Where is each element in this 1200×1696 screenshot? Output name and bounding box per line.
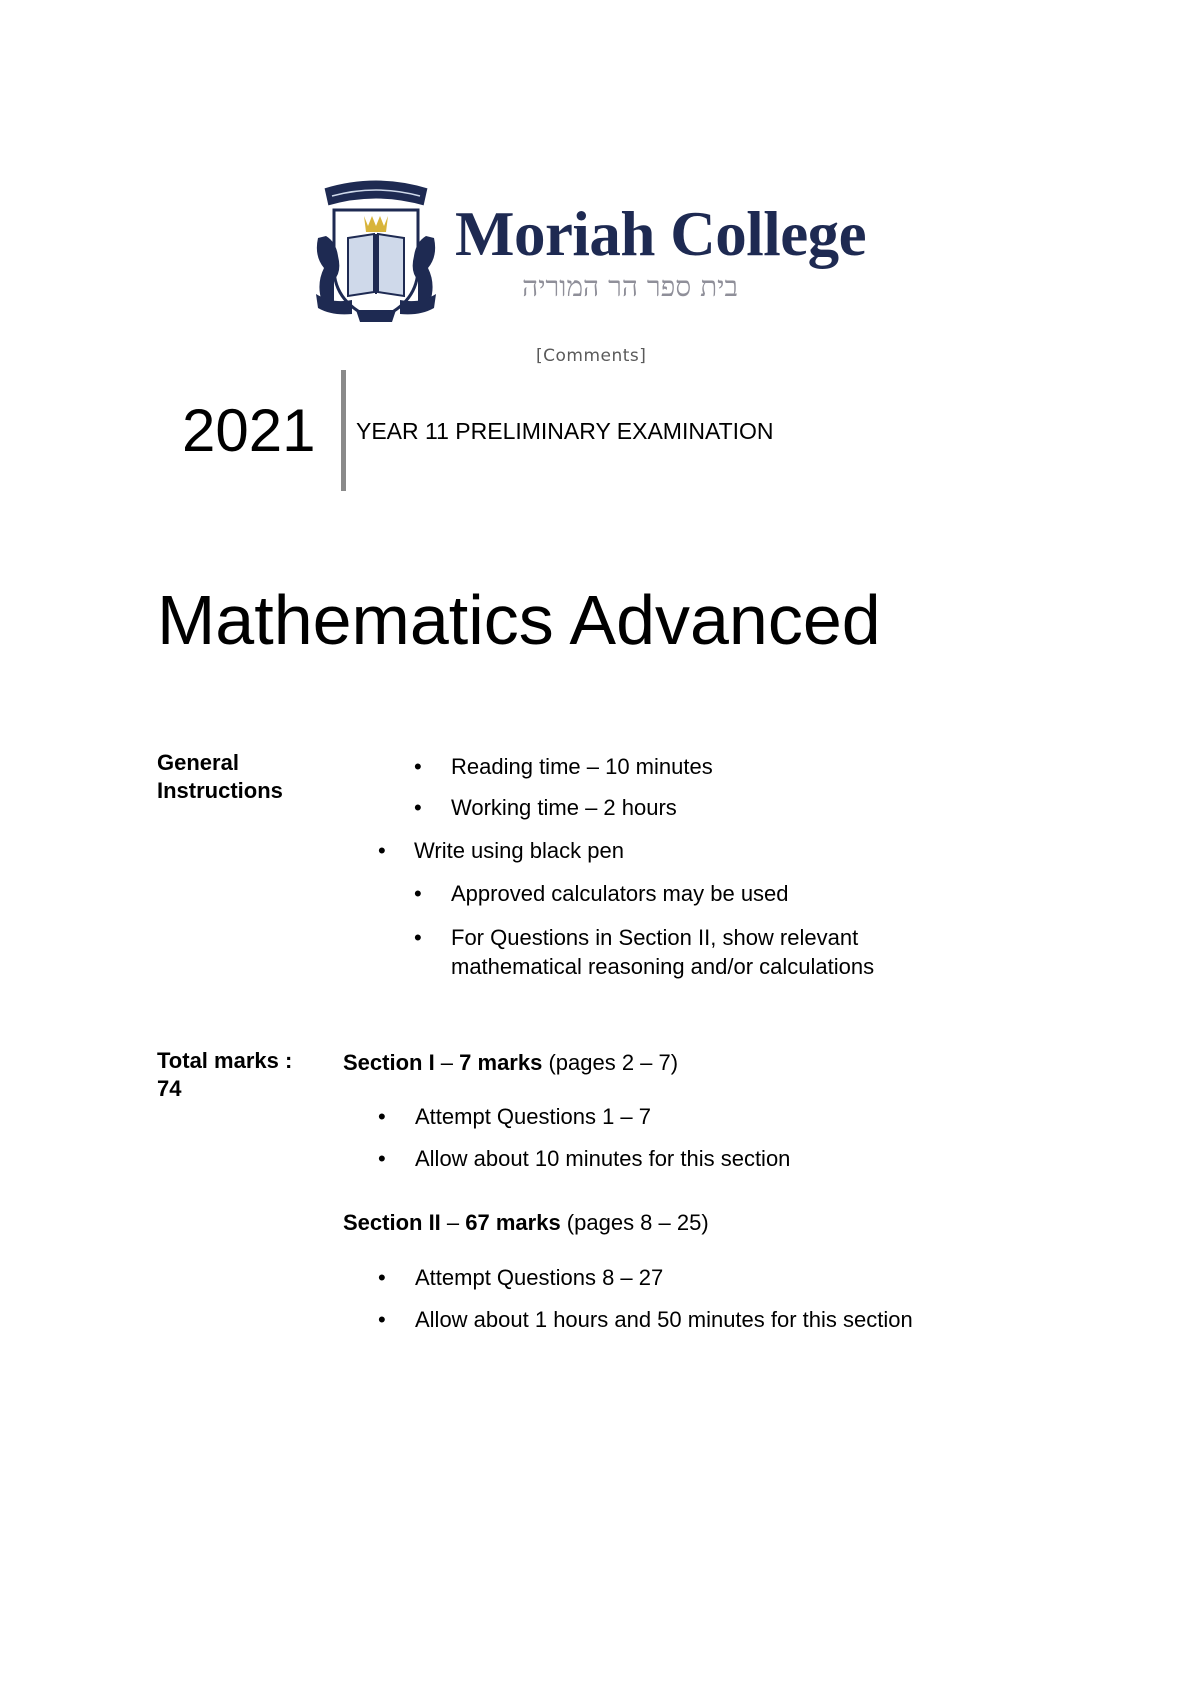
section-i-marks: 7 marks	[459, 1050, 543, 1075]
section-ii-time: Allow about 1 hours and 50 minutes for this section	[415, 1307, 913, 1332]
section-ii-heading	[343, 1209, 709, 1237]
bullet-icon: •	[414, 754, 422, 779]
bullet-icon: •	[414, 795, 422, 820]
section-ii-pages: (pages 8 – 25)	[560, 1210, 709, 1235]
section-i-name: Section I	[343, 1050, 435, 1075]
exam-year: 2021	[182, 397, 316, 464]
bullet-icon: •	[378, 838, 386, 863]
bullet-icon: •	[414, 925, 422, 950]
general-instructions-label	[157, 749, 357, 805]
bullet-icon: •	[378, 1307, 386, 1332]
section-ii-marks: 67 marks	[465, 1210, 561, 1235]
general-instructions-label-line1: General	[157, 750, 239, 775]
subject-title: Mathematics Advanced	[157, 581, 881, 659]
section-i-pages: (pages 2 – 7)	[542, 1050, 679, 1075]
section-i-time: Allow about 10 minutes for this section	[415, 1146, 791, 1171]
instruction-working-time: Working time – 2 hours	[451, 795, 677, 820]
total-marks-label	[157, 1047, 357, 1103]
total-marks-value: 74	[157, 1076, 182, 1101]
general-instructions-label-line2: Instructions	[157, 778, 283, 803]
instruction-reading-time: Reading time – 10 minutes	[451, 754, 713, 779]
school-logo	[312, 176, 867, 326]
bullet-icon: •	[378, 1265, 386, 1290]
exam-title: YEAR 11 PRELIMINARY EXAMINATION	[356, 418, 774, 444]
section-i-dash: –	[434, 1050, 460, 1075]
bullet-icon: •	[414, 881, 422, 906]
section-i-heading	[343, 1049, 678, 1077]
comments-field: [Comments]	[536, 346, 647, 366]
instruction-black-pen: Write using black pen	[414, 838, 624, 863]
instruction-section-ii-line1: For Questions in Section II, show relevant	[451, 925, 859, 950]
college-name: Moriah College	[455, 199, 867, 269]
section-i-attempt: Attempt Questions 1 – 7	[415, 1104, 652, 1129]
section-ii-dash: –	[440, 1210, 466, 1235]
section-ii-attempt: Attempt Questions 8 – 27	[415, 1265, 664, 1290]
school-crest-icon	[312, 176, 440, 326]
instruction-calculators: Approved calculators may be used	[451, 881, 789, 906]
instruction-section-ii-line2: mathematical reasoning and/or calculations	[451, 954, 875, 979]
list-item-continuation	[451, 953, 874, 981]
bullet-icon: •	[378, 1104, 386, 1129]
college-hebrew-name: בית ספר הר המוריה	[522, 270, 738, 303]
vertical-divider	[341, 370, 346, 491]
section-ii-name: Section II	[343, 1210, 441, 1235]
total-marks-text: Total marks :	[157, 1048, 293, 1073]
bullet-icon: •	[378, 1146, 386, 1171]
